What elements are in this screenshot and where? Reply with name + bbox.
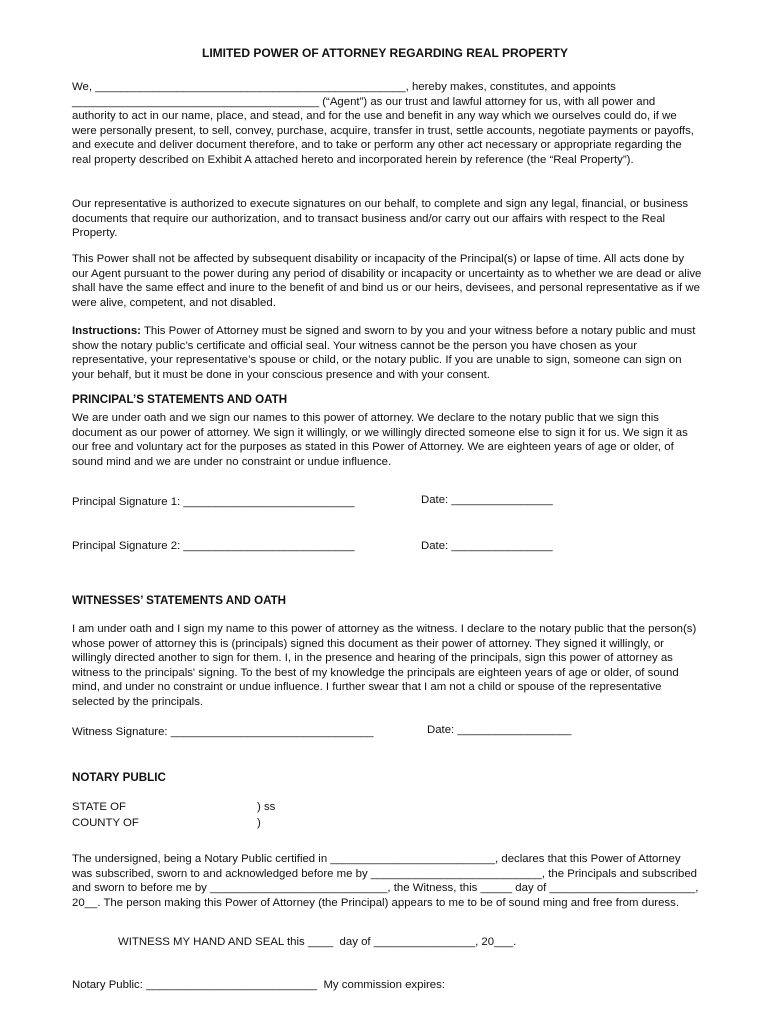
county-paren: ) — [257, 817, 261, 829]
principal-signature-1-field[interactable]: Principal Signature 1: ___________________________ — [72, 496, 355, 508]
notary-heading: NOTARY PUBLIC — [72, 771, 166, 784]
witness-hand-seal-line[interactable]: WITNESS MY HAND AND SEAL this ____ day of ________________, 20___. — [118, 936, 517, 948]
witness-date-field[interactable]: Date: __________________ — [427, 724, 572, 736]
principal-date-2-field[interactable]: Date: ________________ — [421, 540, 553, 552]
notary-statement: The undersigned, being a Notary Public certified in __________________________, declares that this Power of Attorney was subscribed, sworn to and acknowledged before me by ___________________________, the Principals and subscribed and sworn to before me by ____________________________, the Witness, this _____ day of _______________________, 20__. The person making this Power of Attorney (the Principal) appears to me to be of sound ming and free from duress. — [72, 853, 699, 909]
instructions-label: Instructions: — [72, 325, 141, 337]
witness-statement: I am under oath and I sign my name to this power of attorney as the witness. I declare to the notary public that the person(s) whose power of attorney this is (principals) signed this document as their power of attorney. They signed it willingly, or willingly directed another to sign for them. I, in the presence and hearing of the principals, sign this power of attorney as witness to the principals' signing. To the best of my knowledge the principals are eighteen years of age or older, of sound mind, and under no constraint or undue influence. I further swear that I am not a child or spouse of the representative selected by the principals. — [72, 623, 697, 708]
instructions-text: This Power of Attorney must be signed and sworn to by you and your witness before a notary public and must show the notary public’s certificate and official seal. Your witness cannot be the person you have chosen as your representative, your representative’s spouse or child, or the notary public. If you are unable to sign, someone can sign on your behalf, but it must be done in your conscious presence and with your consent. — [72, 325, 696, 381]
authorization-paragraph: Our representative is authorized to execute signatures on our behalf, to complete and sign any legal, financial, or business documents that require our authorization, and to transact business and/or carry out our affairs with respect to the Real Property. — [72, 198, 689, 239]
county-of-label: COUNTY OF — [72, 817, 139, 829]
ss-label: ) ss — [257, 801, 276, 813]
principal-date-1-field[interactable]: Date: ________________ — [421, 494, 553, 506]
principal-statement: We are under oath and we sign our names to this power of attorney. We declare to the notary public that we sign this document as our power of attorney. We sign it willingly, or we willingly directed someone else to sign it for us. We sign it as our free and voluntary act for the purposes as stated in this Power of Attorney. We are eighteen years of age or older, of sound mind and we are under no constraint or undue influence. — [72, 412, 688, 468]
appointment-paragraph: We, _________________________________________________, hereby makes, constitutes, and appoints _______________________________________ (“Agent”) as our trust and lawful attorney for us, with all power and authority to act in our name, place, and stead, and for the use and benefit in any way which we ourselves could do, if we were personally present, to sell, convey, purchase, acquire, transfer in trust, settle accounts, negotiate payments or payoffs, and execute and deliver document therefore, and to take or perform any other act necessary or appropriate regarding the real property described on Exhibit A attached hereto and incorporated herein by reference (the “Real Property”). — [72, 81, 694, 166]
durability-paragraph: This Power shall not be affected by subsequent disability or incapacity of the Principal(s) or lapse of time. All acts done by our Agent pursuant to the power during any period of disability or incapacity or uncertainty as to whether we are dead or alive shall have the same effect and inure to the benefit of and bind us or our heirs, devisees, and personal representative as if we were alive, competent, and not disabled. — [72, 253, 702, 309]
witness-heading: WITNESSES’ STATEMENTS AND OATH — [72, 594, 287, 607]
state-of-label: STATE OF — [72, 801, 126, 813]
document-title: LIMITED POWER OF ATTORNEY REGARDING REAL PROPERTY — [201, 46, 569, 60]
principal-heading: PRINCIPAL’S STATEMENTS AND OATH — [72, 393, 288, 406]
notary-public-signature-line[interactable]: Notary Public: ___________________________ My commission expires: — [72, 979, 445, 991]
instructions-paragraph — [72, 324, 702, 382]
principal-signature-2-field[interactable]: Principal Signature 2: ___________________________ — [72, 540, 355, 552]
witness-signature-field[interactable]: Witness Signature: ________________________________ — [72, 726, 374, 738]
